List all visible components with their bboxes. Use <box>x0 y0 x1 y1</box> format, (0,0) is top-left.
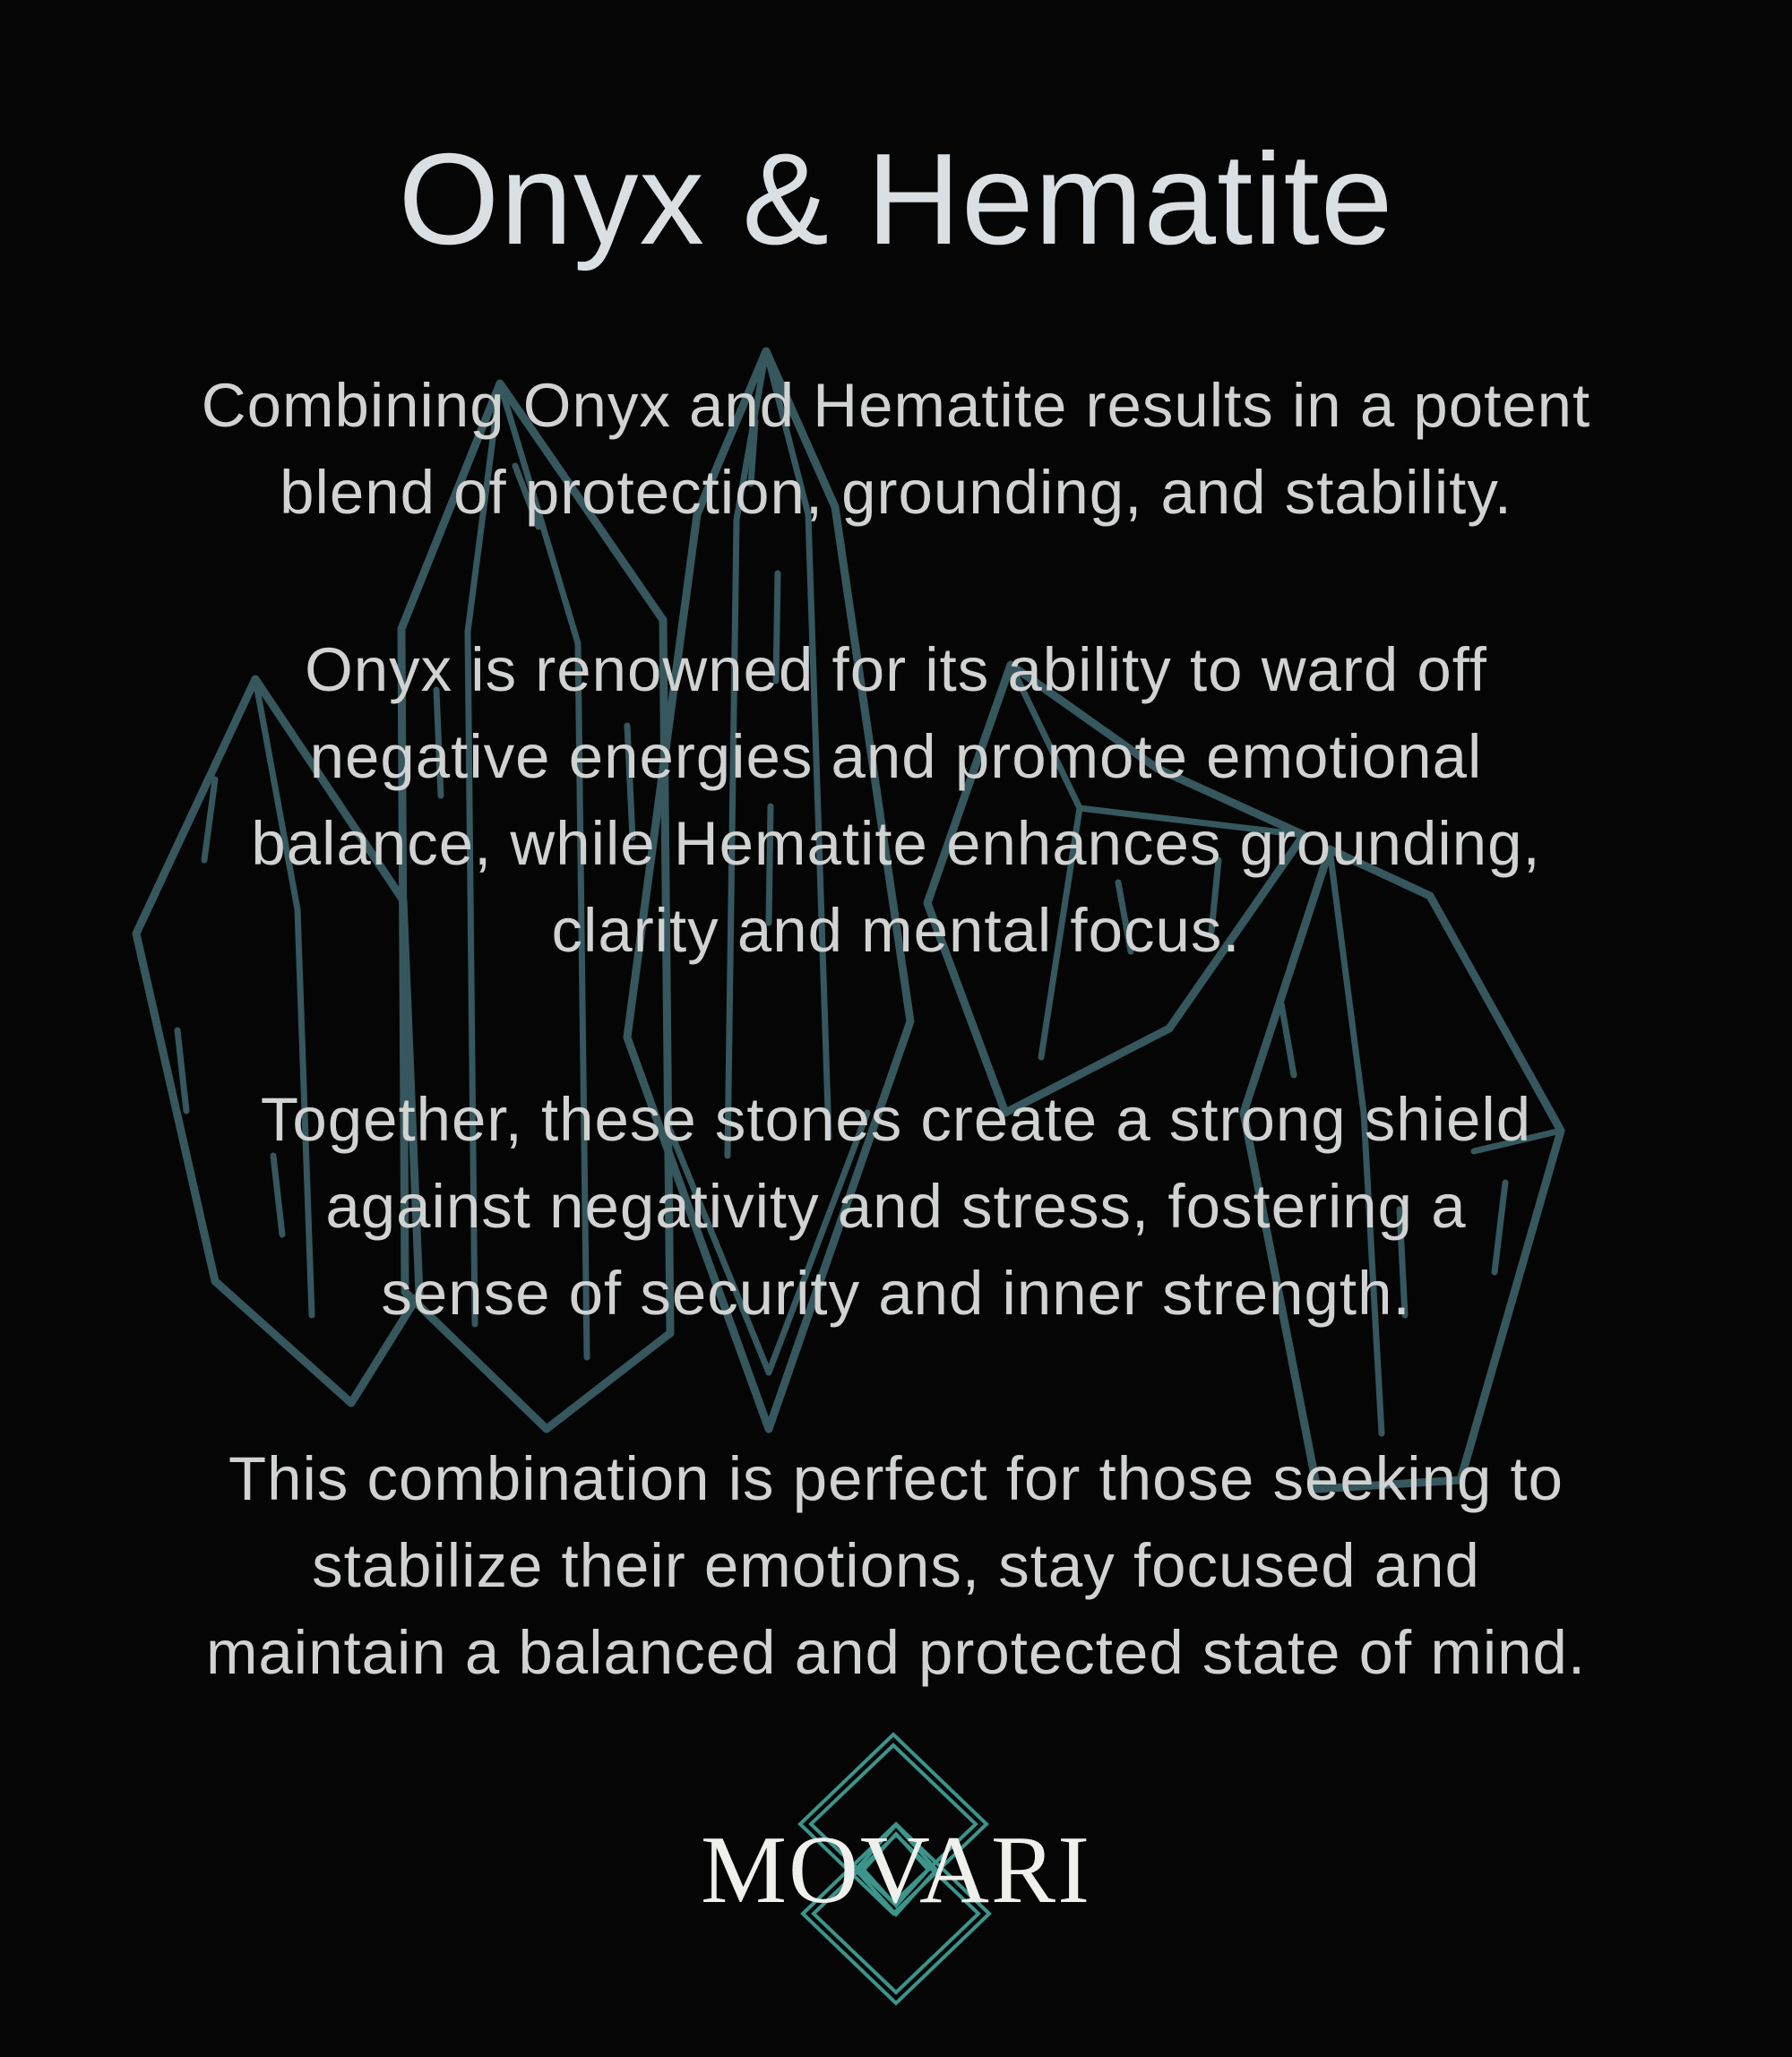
paragraph-line: stabilize their emotions, stay focused and <box>312 1531 1480 1600</box>
paragraph-line: maintain a balanced and protected state of mind. <box>205 1618 1587 1687</box>
paragraph-line: negative energies and promote emotional <box>309 722 1483 791</box>
paragraph-1 <box>27 362 1765 536</box>
brand-wordmark: MOVARI <box>700 1817 1092 1924</box>
paragraph-line: blend of protection, grounding, and stability. <box>280 458 1512 527</box>
brand-logo <box>0 1722 1792 2057</box>
paragraph-line: Combining Onyx and Hematite results in a potent <box>201 371 1591 440</box>
paragraph-line: clarity and mental focus. <box>551 896 1241 965</box>
paragraph-line: This combination is perfect for those seeking to <box>228 1444 1564 1513</box>
page-title: Onyx & Hematite <box>398 126 1394 271</box>
paragraph-3 <box>27 1076 1765 1337</box>
paragraph-line: Together, these stones create a strong shield <box>260 1085 1532 1154</box>
paragraph-line: Onyx is renowned for its ability to ward off <box>305 635 1487 704</box>
paragraph-line: balance, while Hematite enhances grounding, <box>251 809 1541 878</box>
paragraph-2 <box>27 626 1765 974</box>
paragraph-4 <box>27 1435 1765 1696</box>
paragraph-line: sense of security and inner strength. <box>381 1259 1411 1328</box>
paragraph-line: against negativity and stress, fostering a <box>325 1172 1467 1241</box>
